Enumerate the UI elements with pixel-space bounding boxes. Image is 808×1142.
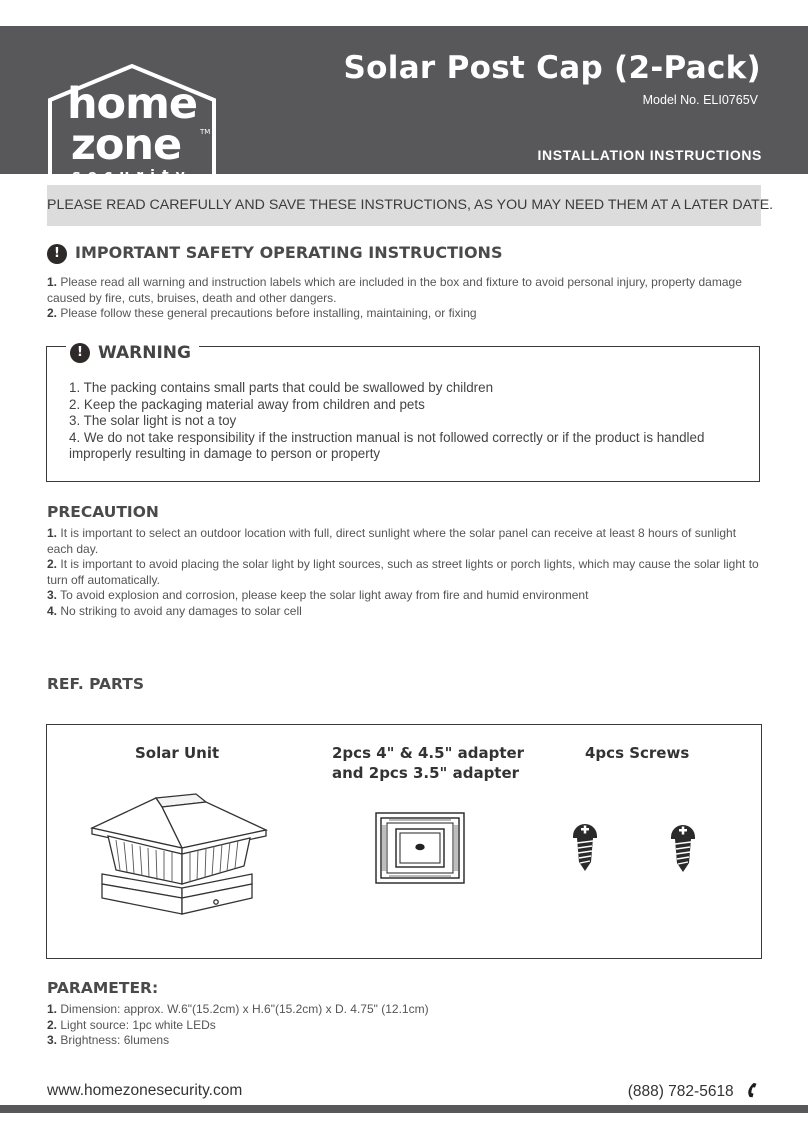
screws-label: 4pcs Screws — [585, 744, 690, 762]
item-text: Please read all warning and instruction labels which are included in the box and fixture to avoid personal injury, property damage caused by fire, cuts, bruises, death and other dangers. — [47, 275, 742, 305]
home-zone-logo — [44, 62, 220, 186]
parameter-title: PARAMETER: — [47, 979, 159, 997]
logo-trademark: TM — [200, 128, 211, 136]
warning-list — [69, 380, 751, 463]
phone-icon — [744, 1082, 758, 1098]
item-text: Please follow these general precautions before installing, maintaining, or fixing — [60, 306, 477, 320]
solar-post-cap-illustration — [86, 788, 272, 918]
list-item — [47, 275, 763, 306]
item-number: 3. — [47, 588, 58, 602]
parameter-list — [47, 1002, 763, 1049]
document-title: Solar Post Cap (2-Pack) — [343, 50, 761, 86]
item-text: It is important to avoid placing the solar light by light sources, such as street lights or porch lights, which may cause the solar light to turn off automatically. — [47, 557, 759, 587]
list-item — [47, 526, 763, 557]
adapter-label-line1: 2pcs 4" & 4.5" adapter — [332, 744, 525, 762]
adapter-illustration — [374, 811, 466, 885]
item-text: No striking to avoid any damages to solar cell — [60, 603, 302, 618]
safety-list — [47, 275, 763, 322]
item-text: It is important to select an outdoor location with full, direct sunlight where the solar panel can receive at least 8 hours of sunlight each day. — [47, 526, 737, 556]
phone-contact[interactable] — [628, 1082, 758, 1101]
read-carefully-notice: PLEASE READ CAREFULLY AND SAVE THESE INSTRUCTIONS, AS YOU MAY NEED THEM AT A LATER DATE. — [47, 185, 761, 226]
warning-title: WARNING — [98, 343, 191, 363]
item-text: Brightness: 6lumens — [60, 1033, 170, 1047]
solar-unit-label: Solar Unit — [135, 744, 220, 762]
item-number: 1. — [47, 275, 58, 289]
list-item — [47, 306, 763, 322]
precaution-title: PRECAUTION — [47, 503, 159, 521]
exclamation-icon: ! — [47, 244, 67, 264]
footer-bar — [0, 1105, 808, 1113]
model-number: Model No. ELI0765V — [642, 93, 758, 107]
precaution-list — [47, 526, 763, 619]
list-item — [47, 1018, 763, 1034]
list-item — [47, 604, 763, 620]
item-text: Light source: 1pc white LEDs — [60, 1017, 216, 1032]
warning-item: 3. The solar light is not a toy — [69, 413, 237, 428]
ref-parts-title: REF. PARTS — [47, 675, 145, 693]
phone-number: (888) 782-5618 — [627, 1083, 734, 1100]
website-link[interactable]: www.homezonesecurity.com — [47, 1082, 243, 1099]
item-number: 2. — [47, 1017, 58, 1032]
list-item — [47, 557, 763, 588]
item-text: To avoid explosion and corrosion, please keep the solar light away from fire and humid environment — [60, 588, 589, 602]
warning-item: 4. We do not take responsibility if the instruction manual is not followed correctly or if the product is handled improperly resulting in damage to person or property — [69, 429, 705, 461]
item-number: 1. — [47, 1002, 58, 1016]
logo-word-security: security — [72, 168, 192, 184]
warning-heading — [66, 339, 199, 367]
item-number: 2. — [47, 306, 58, 320]
item-number: 3. — [47, 1033, 58, 1047]
list-item — [47, 1002, 763, 1018]
item-text: Dimension: approx. W.6"(15.2cm) x H.6"(15.2cm) x D. 4.75" (12.1cm) — [60, 1002, 429, 1016]
installation-instructions-heading: INSTALLATION INSTRUCTIONS — [537, 147, 762, 163]
screw-icon — [570, 824, 600, 872]
logo-word-zone: zone — [70, 120, 182, 170]
header-banner — [0, 26, 808, 184]
item-number: 1. — [47, 526, 58, 540]
warning-item: 1. The packing contains small parts that could be swallowed by children — [69, 380, 494, 395]
list-item — [47, 1033, 763, 1049]
warning-item: 2. Keep the packaging material away from children and pets — [69, 396, 425, 412]
item-number: 4. — [47, 603, 58, 618]
list-item — [47, 588, 763, 604]
item-number: 2. — [47, 557, 58, 571]
safety-heading — [47, 242, 502, 264]
exclamation-icon: ! — [70, 343, 90, 363]
adapter-label-line2: and 2pcs 3.5" adapter — [332, 764, 520, 782]
adapter-label — [332, 743, 524, 783]
screw-icon — [668, 825, 698, 873]
safety-title: IMPORTANT SAFETY OPERATING INSTRUCTIONS — [75, 243, 503, 262]
logo-word-home: home — [66, 79, 198, 129]
